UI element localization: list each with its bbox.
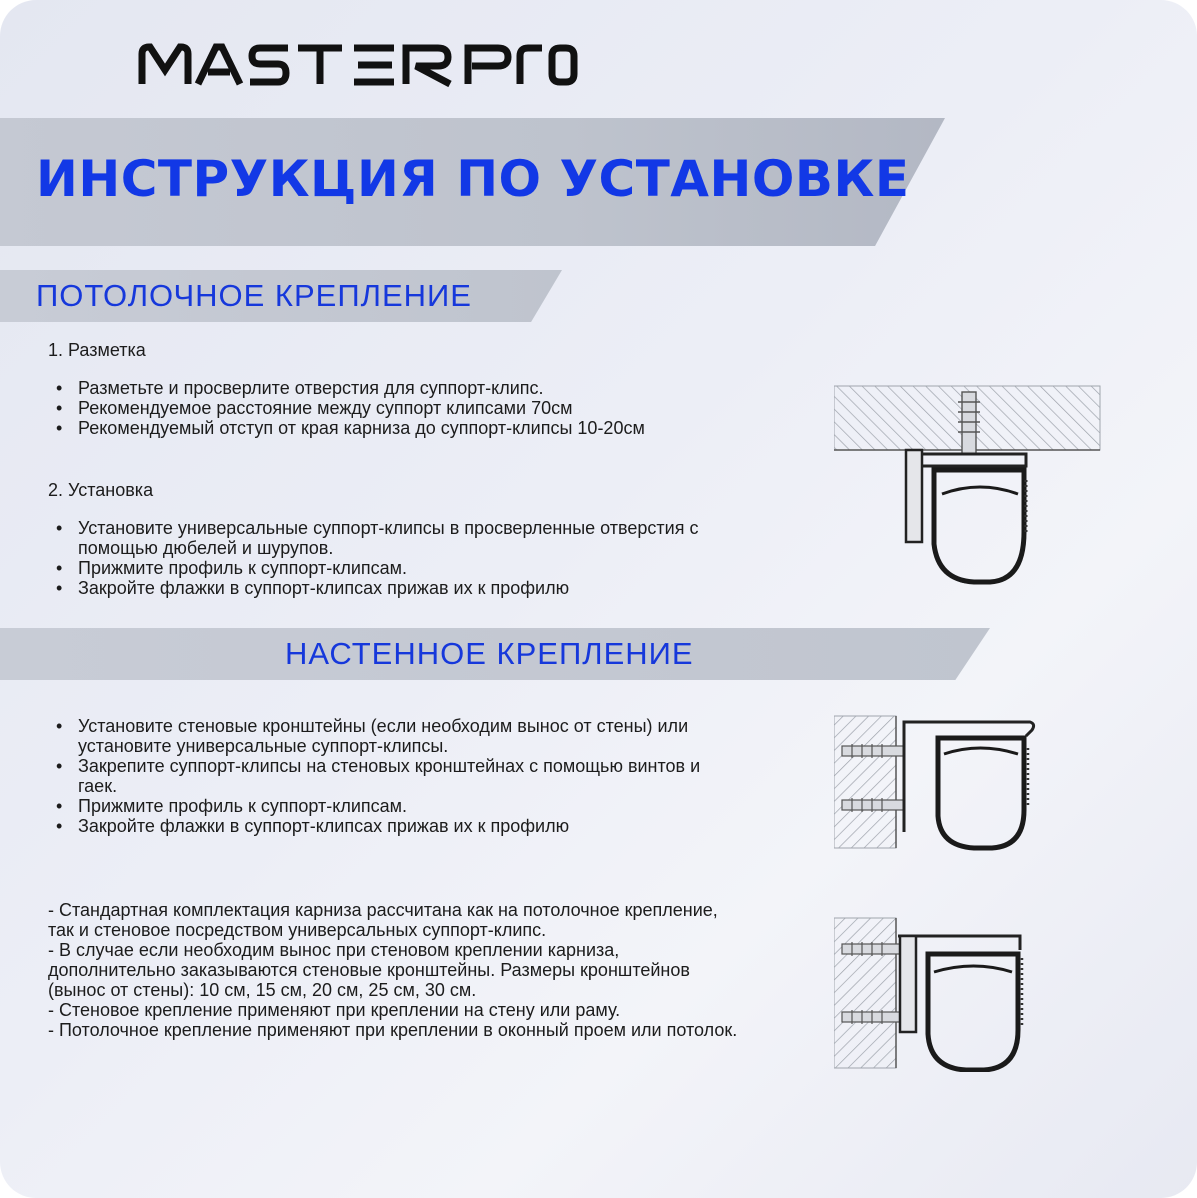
note-text: - В случае если необходим вынос при стеновом креплении карниза, дополнительно заказываются стеновые кронштейны. Размеры кронштейнов (вынос от стены): 10 см, 15 см, 20 см, 25 см, 30 см.	[48, 940, 690, 1000]
list-item: • Закройте флажки в суппорт-клипсах прижав их к профилю	[48, 816, 738, 836]
list-item: • Рекомендуемый отступ от края карниза до суппорт-клипсы 10-20см	[48, 418, 688, 438]
brand-logo	[138, 42, 578, 88]
wall-clip-diagram	[834, 916, 1034, 1072]
notes-block	[48, 900, 738, 1040]
page-title: ИНСТРУКЦИЯ ПО УСТАНОВКЕ	[36, 150, 910, 208]
list-item: • Установите стеновые кронштейны (если необходим вынос от стены) или установите универсальные суппорт-клипсы.	[48, 716, 738, 756]
list-item: • Закрепите суппорт-клипсы на стеновых кронштейнах с помощью винтов и гаек.	[48, 756, 738, 796]
ceiling-section-heading: ПОТОЛОЧНОЕ КРЕПЛЕНИЕ	[36, 278, 472, 313]
note-text: - Стеновое крепление применяют при креплении на стену или раму.	[48, 1000, 621, 1020]
wall-list	[48, 716, 738, 836]
list-item: • Рекомендуемое расстояние между суппорт клипсами 70см	[48, 398, 688, 418]
wall-bracket-diagram	[834, 712, 1054, 852]
list-item: • Закройте флажки в суппорт-клипсах прижав их к профилю	[48, 578, 708, 598]
ceiling-step2-list	[48, 518, 708, 598]
list-item: • Разметьте и просверлите отверстия для суппорт-клипс.	[48, 378, 688, 398]
ceiling-mount-diagram	[834, 384, 1102, 590]
ceiling-step2-title: 2. Установка	[48, 480, 154, 500]
list-item: • Прижмите профиль к суппорт-клипсам.	[48, 558, 708, 578]
list-item: • Установите универсальные суппорт-клипсы в просверленные отверстия с помощью дюбелей и шурупов.	[48, 518, 708, 558]
wall-section-heading: НАСТЕННОЕ КРЕПЛЕНИЕ	[285, 636, 694, 671]
note-text: - Потолочное крепление применяют при креплении в оконный проем или потолок.	[48, 1020, 738, 1040]
note-text: - Стандартная комплектация карниза рассчитана как на потолочное крепление, так и стеновое посредством универсальных суппорт-клипс.	[48, 900, 718, 940]
ceiling-step1-list	[48, 378, 688, 438]
list-item: • Прижмите профиль к суппорт-клипсам.	[48, 796, 738, 816]
ceiling-step1-title: 1. Разметка	[48, 340, 146, 360]
